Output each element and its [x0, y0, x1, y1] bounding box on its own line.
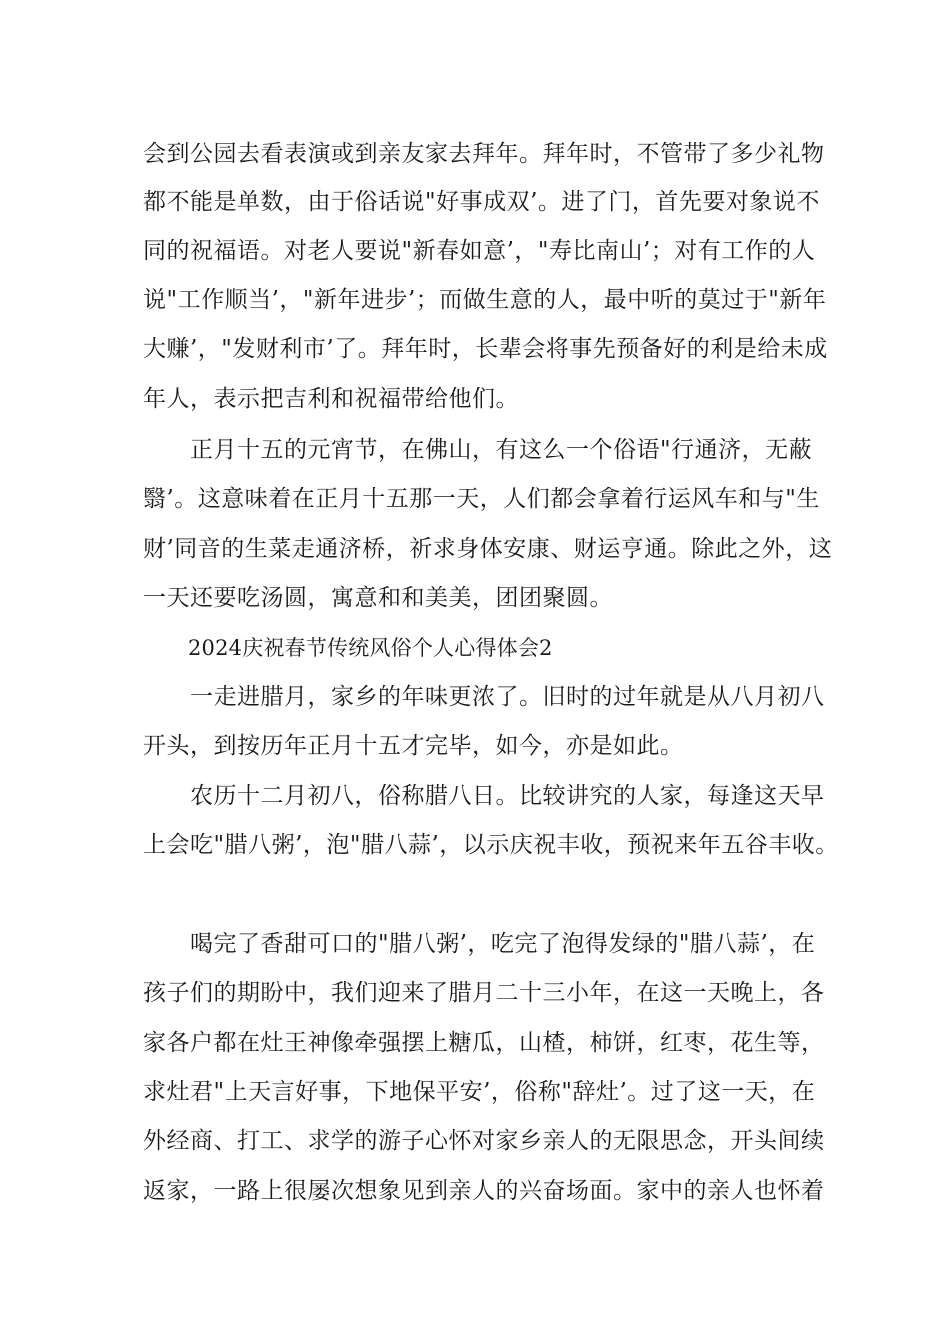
text-line: 返家，一路上很屡次想象见到亲人的兴奋场面。家中的亲人也怀着	[143, 1178, 825, 1204]
text-line: 财’同音的生菜走通济桥，祈求身体安康、财运亨通。除此之外，这	[143, 536, 833, 562]
text-line: 会到公园去看表演或到亲友家去拜年。拜年时，不管带了多少礼物	[143, 141, 825, 167]
text-line: 农历十二月初八，俗称腊八日。比较讲究的人家，每逢这天早	[190, 783, 825, 809]
text-line: 一走进腊月，家乡的年味更浓了。旧时的过年就是从八月初八	[190, 684, 825, 710]
text-line: 家各户都在灶王神像牵强摆上糖瓜，山楂，柿饼，红枣，花生等，	[143, 1030, 825, 1056]
text-line: 求灶君"上天言好事，下地保平安’，俗称"辞灶’。过了这一天，在	[143, 1079, 816, 1105]
text-line: 同的祝福语。对老人要说"新春如意’，"寿比南山’；对有工作的人	[143, 238, 816, 264]
text-line: 开头，到按历年正月十五才完毕，如今，亦是如此。	[143, 733, 684, 759]
text-line: 正月十五的元宵节，在佛山，有这么一个俗语"行通济，无蔽	[190, 437, 813, 463]
text-line: 上会吃"腊八粥’，泡"腊八蒜’，以示庆祝丰收，预祝来年五谷丰收。	[143, 832, 839, 858]
text-line: 喝完了香甜可口的"腊八粥’，吃完了泡得发绿的"腊八蒜’，在	[190, 931, 816, 957]
text-line: 孩子们的期盼中，我们迎来了腊月二十三小年，在这一天晚上，各	[143, 980, 825, 1006]
text-line: 大赚’，"发财利市’了。拜年时，长辈会将事先预备好的利是给未成	[143, 336, 828, 362]
text-line: 说"工作顺当’，"新年进步’；而做生意的人，最中听的莫过于"新年	[143, 287, 827, 313]
text-line: 外经商、打工、求学的游子心怀对家乡亲人的无限思念，开头间续	[143, 1128, 825, 1154]
text-line: 一天还要吃汤圆，寓意和和美美，团团聚圆。	[143, 585, 613, 611]
text-line: 翳’。这意味着在正月十五那一天，人们都会拿着行运风车和与"生	[143, 486, 820, 512]
text-line: 年人，表示把吉利和祝福带给他们。	[143, 386, 519, 412]
text-line: 都不能是单数，由于俗话说"好事成双’。进了门，首先要对象说不	[143, 189, 820, 215]
section-heading: 2024庆祝春节传统风俗个人心得体会2	[188, 636, 553, 660]
